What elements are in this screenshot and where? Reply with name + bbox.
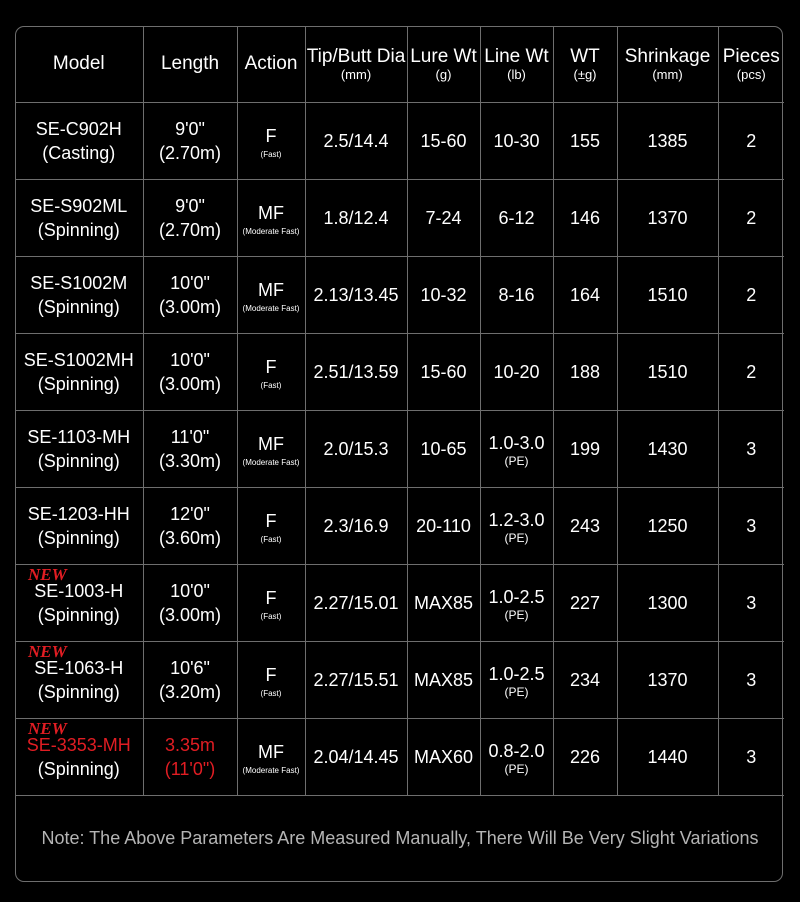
dia-cell: 2.51/13.59	[305, 334, 407, 411]
action-cell: F (Fast)	[237, 334, 305, 411]
model-cell	[15, 488, 143, 565]
wt-cell: 243	[553, 488, 617, 565]
line-cell: 8-16	[480, 257, 553, 334]
spec-table	[15, 26, 784, 796]
lure-cell: 15-60	[407, 103, 480, 180]
line-cell: 10-30	[480, 103, 553, 180]
shrinkage-cell: 1430	[617, 411, 718, 488]
action-cell: F (Fast)	[237, 103, 305, 180]
pieces-cell: 2	[718, 103, 784, 180]
wt-cell: 227	[553, 565, 617, 642]
lure-cell: 20-110	[407, 488, 480, 565]
line-cell: 10-20	[480, 334, 553, 411]
wt-cell: 199	[553, 411, 617, 488]
wt-cell: 234	[553, 642, 617, 719]
lure-cell: 15-60	[407, 334, 480, 411]
shrinkage-cell: 1510	[617, 257, 718, 334]
header-model: Model	[15, 26, 143, 103]
model-type: (Casting)	[42, 143, 116, 163]
model-cell	[15, 411, 143, 488]
length-cell: 11'0" (3.30m)	[143, 411, 237, 488]
shrinkage-cell: 1440	[617, 719, 718, 796]
model-type: (Spinning)	[37, 759, 120, 779]
measurement-note: Note: The Above Parameters Are Measured Manually, There Will Be Very Slight Variations	[41, 828, 759, 848]
action-cell: F (Fast)	[237, 488, 305, 565]
model-cell	[15, 719, 143, 796]
table-row	[15, 257, 784, 334]
dia-cell: 2.0/15.3	[305, 411, 407, 488]
action-cell: MF (Moderate Fast)	[237, 719, 305, 796]
model-name: SE-1103-MH	[27, 427, 131, 447]
length-cell: 9'0" (2.70m)	[143, 103, 237, 180]
action-cell: F (Fast)	[237, 642, 305, 719]
length-cell: 12'0" (3.60m)	[143, 488, 237, 565]
shrinkage-cell: 1510	[617, 334, 718, 411]
new-badge: NEW	[28, 565, 67, 584]
table-row	[15, 488, 784, 565]
pieces-cell: 2	[718, 180, 784, 257]
model-name: SE-1003-H	[34, 581, 124, 601]
lure-cell: MAX85	[407, 565, 480, 642]
line-cell: 1.0-2.5 (PE)	[480, 565, 553, 642]
action-cell: MF (Moderate Fast)	[237, 180, 305, 257]
shrinkage-cell: 1250	[617, 488, 718, 565]
model-type: (Spinning)	[37, 682, 120, 702]
dia-cell: 2.04/14.45	[305, 719, 407, 796]
length-cell: 10'6" (3.20m)	[143, 642, 237, 719]
length-cell: 3.35m (11'0")	[143, 719, 237, 796]
lure-cell: 10-65	[407, 411, 480, 488]
model-type: (Spinning)	[37, 220, 120, 240]
model-type: (Spinning)	[37, 297, 120, 317]
pieces-cell: 3	[718, 642, 784, 719]
wt-cell: 164	[553, 257, 617, 334]
table-row	[15, 565, 784, 642]
model-type: (Spinning)	[37, 528, 120, 548]
dia-cell: 2.13/13.45	[305, 257, 407, 334]
action-cell: MF (Moderate Fast)	[237, 257, 305, 334]
shrinkage-cell: 1300	[617, 565, 718, 642]
shrinkage-cell: 1370	[617, 642, 718, 719]
line-cell: 0.8-2.0 (PE)	[480, 719, 553, 796]
header-tip-butt-dia: Tip/Butt Dia (mm)	[305, 26, 407, 103]
lure-cell: 7-24	[407, 180, 480, 257]
length-cell: 10'0" (3.00m)	[143, 257, 237, 334]
table-row	[15, 180, 784, 257]
model-cell	[15, 103, 143, 180]
new-badge: NEW	[28, 719, 67, 738]
wt-cell: 155	[553, 103, 617, 180]
header-pieces: Pieces (pcs)	[718, 26, 784, 103]
lure-cell: 10-32	[407, 257, 480, 334]
pieces-cell: 3	[718, 488, 784, 565]
pieces-cell: 3	[718, 411, 784, 488]
model-cell	[15, 642, 143, 719]
model-name: SE-S902ML	[30, 196, 128, 216]
header-line-wt: Line Wt (lb)	[480, 26, 553, 103]
model-cell	[15, 257, 143, 334]
wt-cell: 226	[553, 719, 617, 796]
table-row	[15, 642, 784, 719]
table-row	[15, 719, 784, 796]
model-name: SE-1203-HH	[27, 504, 130, 524]
model-cell	[15, 180, 143, 257]
table-row	[15, 103, 784, 180]
pieces-cell: 3	[718, 719, 784, 796]
lure-cell: MAX60	[407, 719, 480, 796]
pieces-cell: 2	[718, 334, 784, 411]
header-length: Length	[143, 26, 237, 103]
model-name: SE-C902H	[35, 119, 122, 139]
new-badge: NEW	[28, 642, 67, 661]
shrinkage-cell: 1370	[617, 180, 718, 257]
model-name: SE-3353-MH	[26, 735, 131, 755]
length-cell: 10'0" (3.00m)	[143, 565, 237, 642]
dia-cell: 2.27/15.51	[305, 642, 407, 719]
action-cell: MF (Moderate Fast)	[237, 411, 305, 488]
table-row	[15, 411, 784, 488]
model-cell	[15, 334, 143, 411]
wt-cell: 146	[553, 180, 617, 257]
action-cell: F (Fast)	[237, 565, 305, 642]
shrinkage-cell: 1385	[617, 103, 718, 180]
line-cell: 1.0-2.5 (PE)	[480, 642, 553, 719]
length-cell: 9'0" (2.70m)	[143, 180, 237, 257]
dia-cell: 1.8/12.4	[305, 180, 407, 257]
lure-cell: MAX85	[407, 642, 480, 719]
dia-cell: 2.5/14.4	[305, 103, 407, 180]
length-cell: 10'0" (3.00m)	[143, 334, 237, 411]
pieces-cell: 3	[718, 565, 784, 642]
dia-cell: 2.27/15.01	[305, 565, 407, 642]
model-name: SE-S1002M	[30, 273, 128, 293]
model-type: (Spinning)	[37, 451, 120, 471]
dia-cell: 2.3/16.9	[305, 488, 407, 565]
header-row	[15, 26, 784, 103]
table-row	[15, 334, 784, 411]
model-name: SE-1063-H	[34, 658, 124, 678]
header-shrinkage: Shrinkage (mm)	[617, 26, 718, 103]
model-name: SE-S1002MH	[23, 350, 134, 370]
header-lure-wt: Lure Wt (g)	[407, 26, 480, 103]
line-cell: 6-12	[480, 180, 553, 257]
model-type: (Spinning)	[37, 605, 120, 625]
header-wt: WT (±g)	[553, 26, 617, 103]
model-cell	[15, 565, 143, 642]
model-type: (Spinning)	[37, 374, 120, 394]
wt-cell: 188	[553, 334, 617, 411]
pieces-cell: 2	[718, 257, 784, 334]
line-cell: 1.2-3.0 (PE)	[480, 488, 553, 565]
line-cell: 1.0-3.0 (PE)	[480, 411, 553, 488]
header-action: Action	[237, 26, 305, 103]
